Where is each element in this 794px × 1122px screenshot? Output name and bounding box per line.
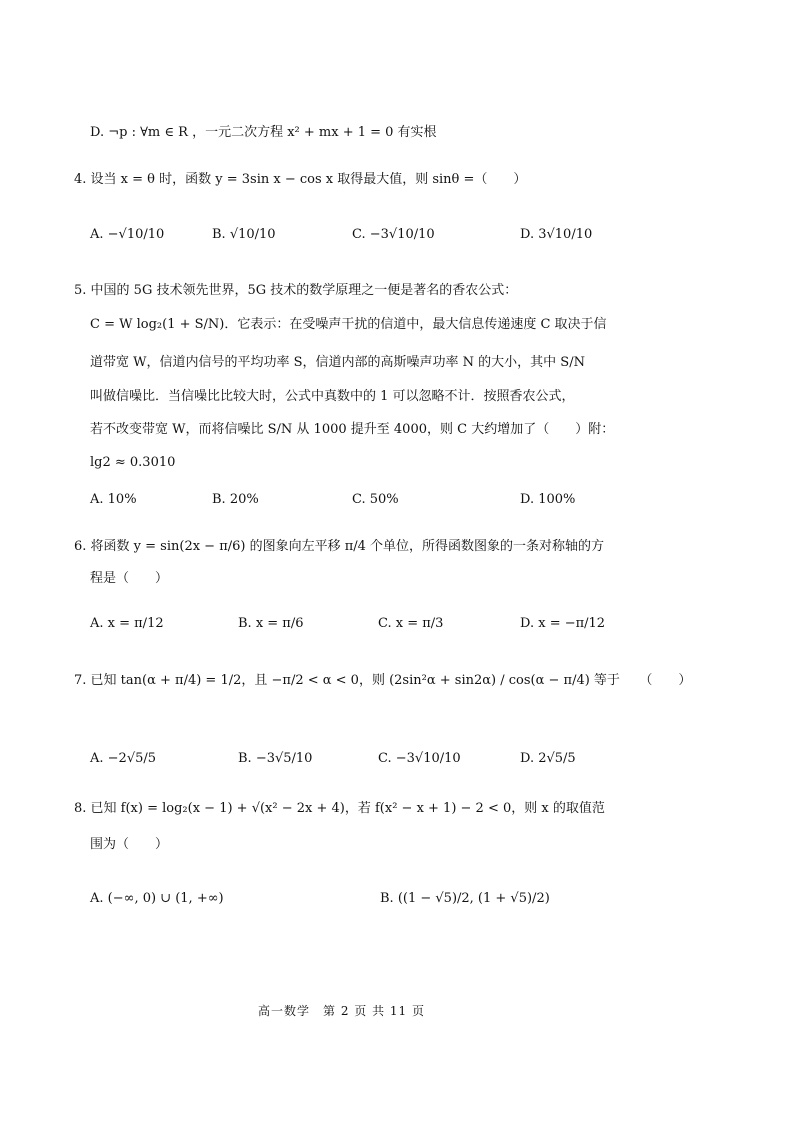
q5-option-c: C. 50% [352, 492, 399, 507]
q5-option-b: B. 20% [212, 492, 259, 507]
q6-option-a: A. x = π/12 [90, 616, 164, 631]
q7-stem: 7. 已知 tan(α + π/4) = 1/2，且 −π/2 < α < 0，则 (2sin²α + sin2α) / cos(α − π/4) 等于 （ ） [74, 673, 692, 688]
q6-option-c: C. x = π/3 [378, 616, 444, 631]
q7-option-d: D. 2√5/5 [520, 751, 576, 766]
q6-option-b: B. x = π/6 [238, 616, 304, 631]
q7-option-b: B. −3√5/10 [238, 751, 313, 766]
q4-option-d: D. 3√10/10 [520, 227, 593, 242]
q5-option-a: A. 10% [90, 492, 137, 507]
q8-option-a: A. (−∞, 0) ∪ (1, +∞) [90, 891, 224, 906]
q5-stem-1: 5. 中国的 5G 技术领先世界，5G 技术的数学原理之一便是著名的香农公式： [74, 283, 518, 298]
page-footer: 高一数学 第 2 页 共 11 页 [258, 1004, 425, 1018]
q5-option-d: D. 100% [520, 492, 576, 507]
q5-stem-6: lg2 ≈ 0.3010 [90, 455, 176, 470]
q8-option-b: B. ((1 − √5)/2, (1 + √5)/2) [380, 891, 550, 906]
q8-stem-1: 8. 已知 f(x) = log₂(x − 1) + √(x² − 2x + 4)，若 f(x² − x + 1) − 2 < 0，则 x 的取值范 [74, 801, 605, 816]
q8-stem-2: 围为（ ） [90, 837, 169, 852]
q5-stem-5: 若不改变带宽 W，而将信噪比 S/N 从 1000 提升至 4000，则 C 大约增加了（ ）附： [90, 422, 615, 437]
option-d-q3: D. ¬p : ∀m ∈ R ，一元二次方程 x² + mx + 1 = 0 有实根 [90, 125, 437, 140]
q4-option-c: C. −3√10/10 [352, 227, 435, 242]
q4-option-b: B. √10/10 [212, 227, 276, 242]
q5-stem-2: C = W log₂(1 + S/N)．它表示：在受噪声干扰的信道中，最大信息传递速度 C 取决于信 [90, 317, 607, 332]
q7-option-c: C. −3√10/10 [378, 751, 461, 766]
q4-stem: 4. 设当 x = θ 时，函数 y = 3sin x − cos x 取得最大值，则 sinθ =（ ） [74, 172, 527, 187]
q5-stem-4: 叫做信噪比．当信噪比比较大时，公式中真数中的 1 可以忽略不计．按照香农公式， [90, 389, 575, 404]
q7-option-a: A. −2√5/5 [90, 751, 157, 766]
q5-stem-3: 道带宽 W，信道内信号的平均功率 S，信道内部的高斯噪声功率 N 的大小，其中 S/N [90, 355, 585, 370]
q6-stem-1: 6. 将函数 y = sin(2x − π/6) 的图象向左平移 π/4 个单位，所得函数图象的一条对称轴的方 [74, 539, 605, 554]
q4-option-a: A. −√10/10 [90, 227, 165, 242]
q6-option-d: D. x = −π/12 [520, 616, 606, 631]
q6-stem-2: 程是（ ） [90, 571, 169, 586]
